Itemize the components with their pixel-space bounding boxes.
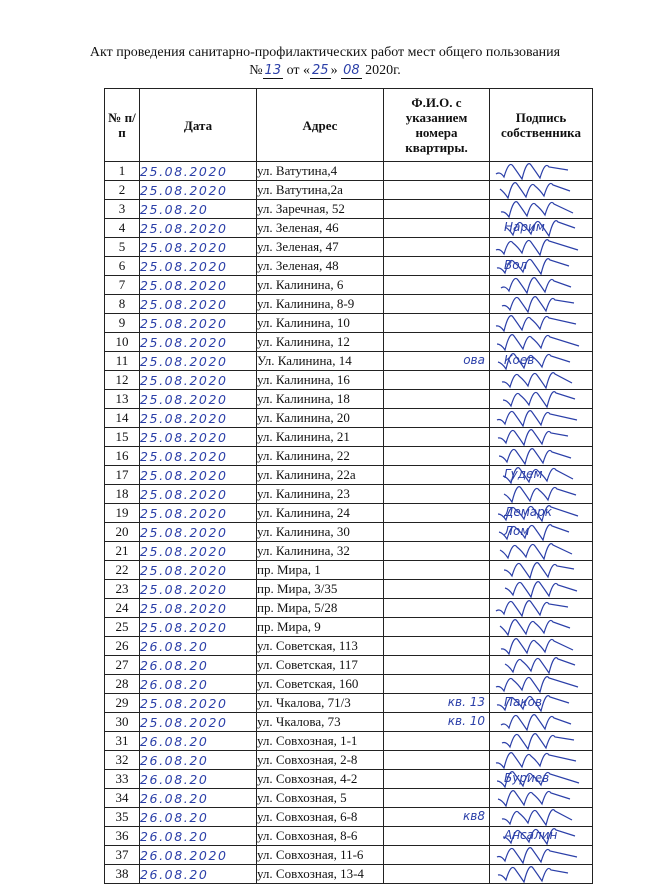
row-fio (384, 162, 490, 181)
row-date: 25.08.2020 (140, 352, 257, 371)
row-number: 22 (105, 561, 140, 580)
row-signature (490, 675, 593, 694)
row-signature (490, 504, 593, 523)
row-fio (384, 561, 490, 580)
row-signature (490, 751, 593, 770)
row-number: 28 (105, 675, 140, 694)
table-row (105, 409, 593, 428)
row-date: 25.08.2020 (140, 428, 257, 447)
row-signature (490, 846, 593, 865)
row-date: 25.08.2020 (140, 276, 257, 295)
signature-scribble-icon (490, 732, 590, 750)
row-address: ул. Ватутина,4 (257, 162, 384, 181)
row-fio (384, 428, 490, 447)
row-number: 9 (105, 314, 140, 333)
row-date: 26.08.20 (140, 827, 257, 846)
row-address: пр. Мира, 5/28 (257, 599, 384, 618)
row-signature (490, 485, 593, 504)
row-address: ул. Калинина, 18 (257, 390, 384, 409)
signature-text: Коев (504, 353, 535, 367)
row-signature (490, 542, 593, 561)
row-address: ул. Чкалова, 71/3 (257, 694, 384, 713)
row-signature (490, 181, 593, 200)
table-row (105, 675, 593, 694)
act-year: 2020г. (365, 63, 401, 78)
row-fio (384, 276, 490, 295)
table-row (105, 561, 593, 580)
row-fio (384, 371, 490, 390)
row-signature (490, 200, 593, 219)
row-address: ул. Калинина, 23 (257, 485, 384, 504)
col-fio: Ф.И.О. с указанием номера квартиры. (384, 89, 490, 162)
row-address: ул. Советская, 117 (257, 656, 384, 675)
row-address: ул. Калинина, 32 (257, 542, 384, 561)
row-number: 32 (105, 751, 140, 770)
row-date: 25.08.2020 (140, 257, 257, 276)
signature-scribble-icon (490, 409, 590, 427)
row-fio (384, 523, 490, 542)
row-fio (384, 732, 490, 751)
table-row (105, 713, 593, 732)
row-fio (384, 447, 490, 466)
row-signature (490, 732, 593, 751)
row-address: ул. Заречная, 52 (257, 200, 384, 219)
table-header (105, 89, 593, 162)
row-address: ул. Калинина, 16 (257, 371, 384, 390)
row-signature (490, 428, 593, 447)
signature-scribble-icon (490, 390, 590, 408)
row-number: 38 (105, 865, 140, 884)
row-address: ул. Совхозная, 4-2 (257, 770, 384, 789)
signature-scribble-icon (490, 846, 590, 864)
row-fio (384, 827, 490, 846)
row-signature (490, 789, 593, 808)
row-fio (384, 542, 490, 561)
row-date: 26.08.20 (140, 637, 257, 656)
fio-note: ова (463, 353, 485, 367)
table-row (105, 865, 593, 884)
row-date: 25.08.2020 (140, 162, 257, 181)
fio-note: кв. 10 (447, 714, 485, 728)
table-row (105, 789, 593, 808)
signature-text: Вол (504, 258, 528, 272)
row-signature (490, 238, 593, 257)
signature-scribble-icon (490, 561, 590, 579)
row-date: 25.08.2020 (140, 181, 257, 200)
row-address: ул. Калинина, 12 (257, 333, 384, 352)
number-prefix: № (249, 63, 263, 78)
table-row (105, 637, 593, 656)
row-address: ул. Советская, 113 (257, 637, 384, 656)
signature-scribble-icon (490, 295, 590, 313)
signature-text: Ансалин (504, 828, 558, 842)
row-date: 25.08.2020 (140, 713, 257, 732)
row-fio (384, 257, 490, 276)
table-row (105, 276, 593, 295)
row-number: 6 (105, 257, 140, 276)
table-row (105, 656, 593, 675)
row-date: 25.08.2020 (140, 219, 257, 238)
row-date: 25.08.2020 (140, 238, 257, 257)
act-table (104, 88, 593, 884)
table-row (105, 333, 593, 352)
row-date: 25.08.2020 (140, 694, 257, 713)
row-number: 29 (105, 694, 140, 713)
row-date: 26.08.20 (140, 865, 257, 884)
row-date: 25.08.2020 (140, 371, 257, 390)
table-row (105, 219, 593, 238)
table-row (105, 599, 593, 618)
row-address: пр. Мира, 1 (257, 561, 384, 580)
row-number: 18 (105, 485, 140, 504)
table-row (105, 504, 593, 523)
row-fio (384, 637, 490, 656)
table-row (105, 485, 593, 504)
signature-scribble-icon (490, 542, 590, 560)
row-number: 24 (105, 599, 140, 618)
row-number: 21 (105, 542, 140, 561)
row-signature (490, 162, 593, 181)
signature-text: Паков (504, 695, 543, 709)
signature-text: Нарим (504, 220, 545, 234)
col-num: № п/п (105, 89, 140, 162)
row-address: ул. Калинина, 20 (257, 409, 384, 428)
row-number: 35 (105, 808, 140, 827)
row-number: 17 (105, 466, 140, 485)
col-address: Адрес (257, 89, 384, 162)
row-signature (490, 295, 593, 314)
title-line1: Акт проведения санитарно-профилактических работ мест общего пользования (89, 45, 561, 60)
fio-note: кв8 (463, 809, 485, 823)
row-address: Ул. Калинина, 14 (257, 352, 384, 371)
row-date: 25.08.2020 (140, 409, 257, 428)
table-row (105, 846, 593, 865)
table-row (105, 314, 593, 333)
table-row (105, 523, 593, 542)
row-fio (384, 789, 490, 808)
table-row (105, 390, 593, 409)
row-number: 12 (105, 371, 140, 390)
signature-scribble-icon (490, 751, 590, 769)
signature-scribble-icon (490, 428, 590, 446)
row-address: ул. Советская, 160 (257, 675, 384, 694)
row-fio (384, 656, 490, 675)
table-row (105, 618, 593, 637)
row-number: 30 (105, 713, 140, 732)
signature-text: Гудем (504, 467, 543, 481)
date-from: от « (286, 63, 311, 78)
col-date: Дата (140, 89, 257, 162)
row-signature (490, 827, 593, 846)
row-signature (490, 580, 593, 599)
signature-scribble-icon (490, 789, 590, 807)
row-date: 25.08.2020 (140, 390, 257, 409)
signature-scribble-icon (490, 485, 590, 503)
row-address: ул. Совхозная, 8-6 (257, 827, 384, 846)
act-number-line (0, 62, 650, 79)
row-date: 26.08.20 (140, 808, 257, 827)
row-address: ул. Совхозная, 5 (257, 789, 384, 808)
row-fio (384, 219, 490, 238)
row-number: 23 (105, 580, 140, 599)
table-row (105, 200, 593, 219)
row-fio (384, 580, 490, 599)
row-fio (384, 713, 490, 732)
row-signature (490, 314, 593, 333)
row-fio (384, 295, 490, 314)
signature-scribble-icon (490, 447, 590, 465)
row-fio (384, 352, 490, 371)
row-address: ул. Калинина, 24 (257, 504, 384, 523)
table-row (105, 447, 593, 466)
row-number: 34 (105, 789, 140, 808)
signature-scribble-icon (490, 865, 590, 883)
row-fio (384, 618, 490, 637)
row-date: 25.08.2020 (140, 580, 257, 599)
row-date: 25.08.2020 (140, 466, 257, 485)
row-address: ул. Калинина, 10 (257, 314, 384, 333)
table-row (105, 770, 593, 789)
row-date: 25.08.2020 (140, 561, 257, 580)
table-row (105, 428, 593, 447)
row-signature (490, 618, 593, 637)
row-number: 19 (105, 504, 140, 523)
row-address: ул. Ватутина,2а (257, 181, 384, 200)
row-signature (490, 599, 593, 618)
row-signature (490, 257, 593, 276)
document-title (0, 44, 650, 61)
row-address: ул. Калинина, 21 (257, 428, 384, 447)
row-date: 25.08.2020 (140, 523, 257, 542)
row-signature (490, 333, 593, 352)
row-signature (490, 523, 593, 542)
row-number: 11 (105, 352, 140, 371)
signature-scribble-icon (490, 371, 590, 389)
row-date: 26.08.20 (140, 751, 257, 770)
row-signature (490, 390, 593, 409)
col-signature: Подпись собственника (490, 89, 593, 162)
table-row (105, 827, 593, 846)
row-fio (384, 466, 490, 485)
table-row (105, 371, 593, 390)
row-signature (490, 694, 593, 713)
signature-scribble-icon (490, 162, 590, 180)
row-number: 2 (105, 181, 140, 200)
table-row (105, 238, 593, 257)
signature-scribble-icon (490, 333, 590, 351)
row-date: 25.08.2020 (140, 485, 257, 504)
table-row (105, 466, 593, 485)
row-fio (384, 181, 490, 200)
row-number: 25 (105, 618, 140, 637)
table-row (105, 162, 593, 181)
row-fio (384, 751, 490, 770)
row-number: 13 (105, 390, 140, 409)
row-number: 27 (105, 656, 140, 675)
row-number: 3 (105, 200, 140, 219)
row-number: 20 (105, 523, 140, 542)
row-date: 26.08.20 (140, 656, 257, 675)
table-row (105, 732, 593, 751)
row-date: 26.08.20 (140, 732, 257, 751)
signature-scribble-icon (490, 618, 590, 636)
row-signature (490, 371, 593, 390)
fio-note: кв. 13 (447, 695, 485, 709)
row-address: ул. Совхозная, 13-4 (257, 865, 384, 884)
row-date: 26.08.2020 (140, 846, 257, 865)
table-row (105, 808, 593, 827)
row-fio (384, 314, 490, 333)
row-fio (384, 808, 490, 827)
signature-scribble-icon (490, 675, 590, 693)
row-number: 10 (105, 333, 140, 352)
row-signature (490, 276, 593, 295)
act-day: 25 (312, 63, 329, 78)
row-date: 25.08.20 (140, 200, 257, 219)
signature-scribble-icon (490, 580, 590, 598)
row-address: ул. Зеленая, 47 (257, 238, 384, 257)
act-month: 08 (343, 63, 360, 78)
row-number: 33 (105, 770, 140, 789)
row-date: 26.08.20 (140, 770, 257, 789)
row-fio (384, 675, 490, 694)
row-signature (490, 447, 593, 466)
signature-scribble-icon (490, 276, 590, 294)
row-fio (384, 409, 490, 428)
signature-text: Демарк (504, 505, 553, 519)
row-date: 25.08.2020 (140, 295, 257, 314)
row-address: ул. Калинина, 22а (257, 466, 384, 485)
table-row (105, 542, 593, 561)
row-date: 25.08.2020 (140, 542, 257, 561)
table-row (105, 580, 593, 599)
signature-scribble-icon (490, 713, 590, 731)
row-fio (384, 694, 490, 713)
row-date: 25.08.2020 (140, 314, 257, 333)
row-date: 26.08.20 (140, 789, 257, 808)
row-number: 4 (105, 219, 140, 238)
row-signature (490, 352, 593, 371)
row-address: ул. Калинина, 22 (257, 447, 384, 466)
row-fio (384, 770, 490, 789)
signature-scribble-icon (490, 238, 590, 256)
row-fio (384, 390, 490, 409)
row-fio (384, 846, 490, 865)
signature-scribble-icon (490, 599, 590, 617)
row-address: ул. Совхозная, 11-6 (257, 846, 384, 865)
row-date: 25.08.2020 (140, 599, 257, 618)
row-fio (384, 599, 490, 618)
row-date: 26.08.20 (140, 675, 257, 694)
row-address: ул. Калинина, 30 (257, 523, 384, 542)
table-row (105, 694, 593, 713)
row-number: 8 (105, 295, 140, 314)
row-address: ул. Калинина, 6 (257, 276, 384, 295)
table-row (105, 181, 593, 200)
table-row (105, 257, 593, 276)
row-number: 36 (105, 827, 140, 846)
row-number: 5 (105, 238, 140, 257)
row-fio (384, 485, 490, 504)
row-number: 1 (105, 162, 140, 181)
row-address: ул. Зеленая, 48 (257, 257, 384, 276)
row-address: ул. Совхозная, 6-8 (257, 808, 384, 827)
row-signature (490, 865, 593, 884)
row-date: 25.08.2020 (140, 447, 257, 466)
row-address: ул. Совхозная, 1-1 (257, 732, 384, 751)
row-fio (384, 200, 490, 219)
date-quote: » (330, 63, 338, 78)
signature-scribble-icon (490, 656, 590, 674)
table-row (105, 751, 593, 770)
signature-scribble-icon (490, 181, 590, 199)
row-signature (490, 808, 593, 827)
signature-scribble-icon (490, 200, 590, 218)
signature-text: Буриев (504, 771, 550, 785)
row-fio (384, 333, 490, 352)
row-date: 25.08.2020 (140, 618, 257, 637)
signature-scribble-icon (490, 637, 590, 655)
row-signature (490, 466, 593, 485)
row-signature (490, 561, 593, 580)
row-date: 25.08.2020 (140, 504, 257, 523)
row-signature (490, 770, 593, 789)
row-address: ул. Чкалова, 73 (257, 713, 384, 732)
row-address: пр. Мира, 3/35 (257, 580, 384, 599)
signature-scribble-icon (490, 808, 590, 826)
row-fio (384, 238, 490, 257)
row-date: 25.08.2020 (140, 333, 257, 352)
row-signature (490, 637, 593, 656)
row-fio (384, 504, 490, 523)
table-row (105, 352, 593, 371)
row-fio (384, 865, 490, 884)
row-number: 31 (105, 732, 140, 751)
row-number: 26 (105, 637, 140, 656)
row-number: 15 (105, 428, 140, 447)
row-number: 37 (105, 846, 140, 865)
row-address: ул. Калинина, 8-9 (257, 295, 384, 314)
row-signature (490, 713, 593, 732)
row-signature (490, 409, 593, 428)
row-number: 16 (105, 447, 140, 466)
row-address: ул. Совхозная, 2-8 (257, 751, 384, 770)
row-signature (490, 656, 593, 675)
table-row (105, 295, 593, 314)
row-number: 7 (105, 276, 140, 295)
signature-text: Лом (504, 524, 530, 538)
row-number: 14 (105, 409, 140, 428)
row-address: ул. Зеленая, 46 (257, 219, 384, 238)
row-signature (490, 219, 593, 238)
act-number: 13 (264, 63, 282, 78)
row-address: пр. Мира, 9 (257, 618, 384, 637)
signature-scribble-icon (490, 314, 590, 332)
